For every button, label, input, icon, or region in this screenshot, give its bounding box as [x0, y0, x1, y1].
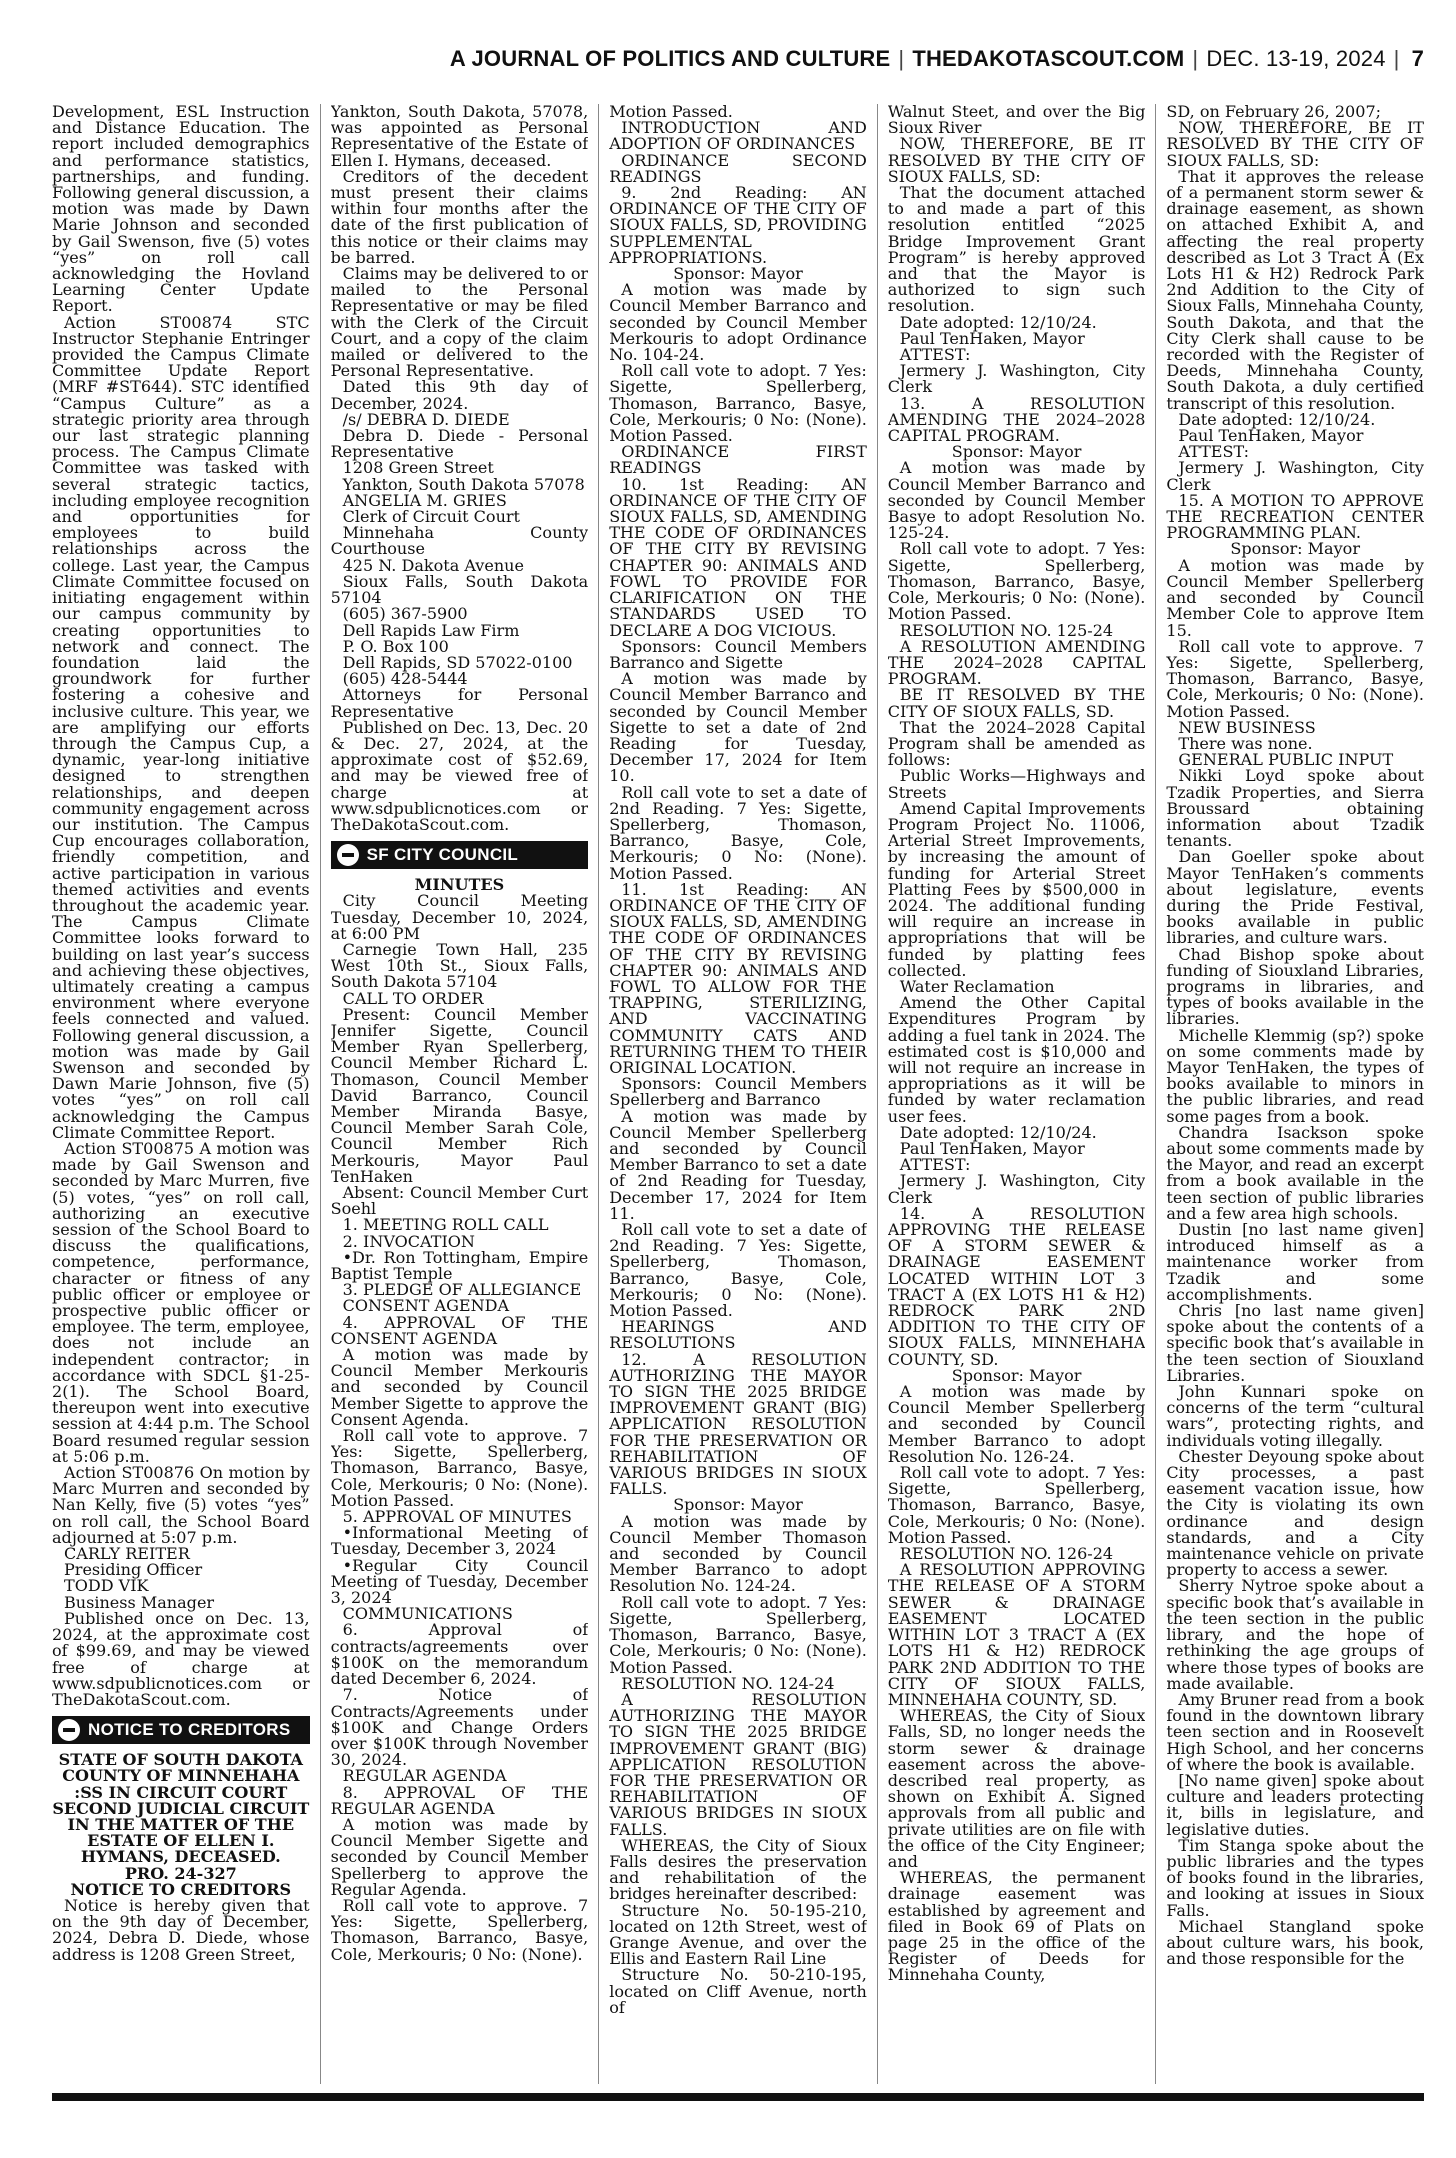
section-logo-icon: [337, 844, 359, 866]
notice-paragraph: Claims may be delivered to or mailed to the Personal Representative or may be filed with the Clerk of the Circuit Court, and a copy of the claim mailed or delivered to the Personal Representative.: [330, 264, 589, 381]
column-divider: [598, 104, 599, 2084]
notice-paragraph: Roll call vote to adopt. 7 Yes: Sigette, Spellerberg, Thomason, Barranco, Basye, Cole, Merkouris; 0 No: (None). Motion Passed.: [609, 361, 867, 446]
notice-paragraph: Michael Stangland spoke about culture wars, his book, and those responsible for the: [1166, 1916, 1424, 1969]
notice-paragraph: A motion was made by Council Member Barranco and seconded by Council Member Basye to adopt Resolution No. 125-24.: [887, 458, 1146, 543]
section-banner: [52, 1716, 310, 1744]
issue-dates: DEC. 13-19, 2024: [1206, 46, 1386, 71]
notice-paragraph: ATTEST:: [899, 1155, 971, 1175]
notice-paragraph: Debra D. Diede - Personal Representative: [330, 426, 589, 462]
notice-paragraph: Amend Capital Improvements Program Project No. 11006, Arterial Street Improvements, by increasing the amount of funding for Arterial Street Platting Fees by $500,000 in 2024. The additional funding will require an increase in appropriations that will be funded by platting fees collected.: [887, 798, 1146, 980]
notice-paragraph: Public Works—Highways and Streets: [887, 766, 1146, 802]
notice-paragraph: 9. 2nd Reading: AN ORDINANCE OF THE CITY OF SIOUX FALLS, SD, PROVIDING SUPPLEMENTAL APPROPRIATIONS.: [609, 183, 867, 267]
notice-paragraph: Dell Rapids Law Firm: [342, 620, 520, 640]
notice-paragraph: CONSENT AGENDA: [342, 1296, 510, 1316]
notice-paragraph: Roll call vote to approve. 7 Yes: Sigette, Spellerberg, Thomason, Barranco, Basye, Cole, Merkouris; 0 No: (None). Motion Passed.: [1166, 636, 1424, 721]
notice-paragraph: That it approves the release of a permanent storm sewer & drainage easement, as shown on attached Exhibit A, and affecting the real property described as Lot 3 Tract A (Ex Lots H1 & H2) Redrock Park 2nd Addition to the City of Sioux Falls, Minnehaha County, South Dakota, and that the City Clerk shall cause to be recorded with the Register of Deeds, Minnehaha County, South Dakota, a duly certified transcript of this resolution.: [1166, 166, 1424, 413]
notice-paragraph: Carnegie Town Hall, 235 West 10th St., Sioux Falls, South Dakota 57104: [330, 939, 589, 992]
notice-paragraph: Present: Council Member Jennifer Sigette, Council Member Ryan Spellerberg, Council Member Richard L. Thomason, Council Member David Barranco, Council Member Miranda Basye, Council Member Sarah Cole, Council Member Rich Merkouris, Mayor Paul TenHaken: [330, 1004, 589, 1186]
notice-paragraph: Development, ESL Instruction and Distance Education. The report included demographics and performance statistics, partnerships, and funding. Following general discussion, a motion was made by Dawn Marie Johnson and seconded by Gail Swenson, five (5) votes “yes” on roll call acknowledging the Hovland Learning Center Update Report.: [52, 104, 310, 316]
notice-paragraph: A motion was made by Council Member Barranco and seconded by Council Member Sigette to set a date of 2nd Reading for Tuesday, December 17, 2024 for Item 10.: [609, 669, 867, 786]
notice-paragraph: A motion was made by Council Member Merkouris and seconded by Council Member Sigette to approve the Consent Agenda.: [330, 1345, 589, 1429]
notice-paragraph: Roll call vote to approve. 7 Yes: Sigette, Spellerberg, Thomason, Barranco, Basye, Cole, Merkouris; 0 No: (None).: [330, 1895, 589, 1964]
notice-paragraph: RESOLUTION NO. 125-24: [899, 620, 1114, 640]
notice-paragraph: Amy Bruner read from a book found in the downtown library teen section and in Roosevelt High School, and her concerns of where the book is available.: [1166, 1689, 1424, 1774]
notice-paragraph: Presiding Officer: [64, 1560, 203, 1580]
notice-paragraph: 10. 1st Reading: AN ORDINANCE OF THE CITY OF SIOUX FALLS, SD, AMENDING THE CODE OF ORDINANCES OF THE CITY BY REVISING CHAPTER 90: ANIMALS AND FOWL TO PROVIDE FOR CLARIFICATION ON THE STANDARDS USED TO DECLARE A DOG VICIOUS.: [609, 474, 867, 640]
notice-paragraph: A motion was made by Council Member Spellerberg and seconded by Council Member Barranco to set a date of 2nd Reading for Tuesday, December 17, 2024 for Item 11.: [609, 1106, 867, 1223]
notice-paragraph: A motion was made by Council Member Sigette and seconded by Council Member Spellerberg to approve the Regular Agenda.: [330, 1814, 589, 1899]
notice-paragraph: 14. A RESOLUTION APPROVING THE RELEASE OF A STORM SEWER & DRAINAGE EASEMENT LOCATED WITHIN LOT 3 TRACT A (EX LOTS H1 & H2) REDROCK PARK 2ND ADDITION TO THE CITY OF SIOUX FALLS, MINNEHAHA COUNTY, SD.: [887, 1203, 1146, 1369]
notice-paragraph: 13. A RESOLUTION AMENDING THE 2024–2028 CAPITAL PROGRAM.: [887, 393, 1146, 446]
notice-paragraph: Clerk of Circuit Court: [342, 507, 521, 527]
notice-paragraph: CALL TO ORDER: [342, 988, 484, 1008]
notice-paragraph: SD, on February 26, 2007;: [1166, 104, 1382, 121]
notice-paragraph: Roll call vote to adopt. 7 Yes: Sigette, Spellerberg, Thomason, Barranco, Basye, Cole, Merkouris; 0 No: (None). Motion Passed.: [887, 539, 1146, 624]
notice-paragraph: A RESOLUTION AMENDING THE 2024–2028 CAPITAL PROGRAM.: [887, 636, 1146, 689]
notice-paragraph: Dell Rapids, SD 57022-0100: [342, 652, 573, 672]
notice-paragraph: Published on Dec. 13, Dec. 20 & Dec. 27, 2024, at the approximate cost of $52.69, and may be viewed free of charge at www.sdpublicnotices.com or TheDakotaScout.com.: [330, 717, 589, 834]
notice-paragraph: 7. Notice of Contracts/Agreements under $100K and Change Orders over $100K through November 30, 2024.: [330, 1685, 589, 1770]
notice-paragraph: A motion was made by Council Member Barranco and seconded by Council Member Merkouris to adopt Ordinance No. 104-24.: [609, 280, 867, 365]
notice-paragraph: Business Manager: [64, 1592, 215, 1612]
notice-paragraph: REGULAR AGENDA: [342, 1766, 507, 1786]
notice-paragraph: (605) 428-5444: [342, 669, 468, 689]
notice-paragraph: Paul TenHaken, Mayor: [899, 1139, 1085, 1158]
notice-paragraph: Attorneys for Personal Representative: [330, 685, 589, 721]
notice-paragraph: WHEREAS, the City of Sioux Falls desires the preservation and rehabilitation of the bridges hereinafter described:: [609, 1835, 867, 1904]
notice-paragraph: Action ST00875 A motion was made by Gail Swenson and seconded by Marc Murren, five (5) votes, “yes” on roll call, authorizing an executive session of the School Board to discuss the qualifications, competence, performance, character or fitness of any public officer or employee or prospective public officer or employee. The term, employee, does not include an independent contractor; in accordance with SDCL §1-25-2(1). The School Board, thereupon went into executive session at 4:44 p.m. The School Board resumed regular session at 5:06 p.m.: [52, 1139, 310, 1466]
column-1: [52, 104, 310, 2084]
notice-paragraph: Jermery J. Washington, City Clerk: [887, 361, 1146, 397]
notice-paragraph: BE IT RESOLVED BY THE CITY OF SIOUX FALLS, SD.: [887, 685, 1146, 721]
notice-paragraph: Sponsors: Council Members Spellerberg and Barranco: [609, 1074, 867, 1110]
notice-paragraph: A motion was made by Council Member Spellerberg and seconded by Council Member Barranco to adopt Resolution No. 126-24.: [887, 1382, 1146, 1466]
column-2: [331, 104, 589, 2084]
notice-paragraph: Nikki Loyd spoke about Tzadik Properties, and Sierra Broussard obtaining information about Tzadik tenants.: [1166, 766, 1424, 851]
notice-paragraph: A motion was made by Council Member Spellerberg and seconded by Council Member Cole to approve Item 15.: [1166, 555, 1424, 640]
notice-paragraph: A RESOLUTION AUTHORIZING THE MAYOR TO SIGN THE 2025 BRIDGE IMPROVEMENT GRANT (BIG) APPLICATION RESOLUTION FOR THE PRESERVATION OR REHABILITATION OF VARIOUS BRIDGES IN SIOUX FALLS.: [609, 1689, 867, 1839]
notice-paragraph: 2. INVOCATION: [342, 1231, 475, 1251]
notice-paragraph: NEW BUSINESS: [1178, 717, 1316, 737]
notice-paragraph: RESOLUTION NO. 126-24: [899, 1544, 1114, 1564]
notice-paragraph: Sponsor: Mayor: [951, 442, 1082, 462]
notice-paragraph: 425 N. Dakota Avenue: [342, 555, 524, 575]
article-columns: [52, 104, 1424, 2084]
notice-paragraph: 12. A RESOLUTION AUTHORIZING THE MAYOR TO SIGN THE 2025 BRIDGE IMPROVEMENT GRANT (BIG) APPLICATION RESOLUTION FOR THE PRESERVATION OR REHABILITATION OF VARIOUS BRIDGES IN SIOUX FALLS.: [609, 1349, 867, 1499]
notice-paragraph: ORDINANCE FIRST READINGS: [609, 442, 867, 478]
notice-paragraph: Published once on Dec. 13, 2024, at the approximate cost of $99.69, and may be viewed free of charge at www.sdpublicnotices.com or TheDakotaScout.com.: [52, 1608, 310, 1709]
notice-paragraph: Michelle Klemmig (sp?) spoke on some comments made by Mayor TenHaken, the types of books available to minors in the public libraries, and read some pages from a book.: [1166, 1025, 1424, 1126]
notice-paragraph: Date adopted: 12/10/24.: [899, 312, 1097, 332]
notice-paragraph: Roll call vote to adopt. 7 Yes: Sigette, Spellerberg, Thomason, Barranco, Basye, Cole, Merkouris; 0 No: (None). Motion Passed.: [887, 1463, 1146, 1547]
notice-paragraph: Sponsor: Mayor: [1230, 539, 1360, 559]
notice-paragraph: Water Reclamation: [899, 976, 1055, 996]
notice-paragraph: Sponsor: Mayor: [673, 264, 803, 284]
notice-paragraph: Motion Passed.: [609, 104, 733, 121]
notice-paragraph: Roll call vote to set a date of 2nd Reading. 7 Yes: Sigette, Spellerberg, Thomason, Barranco, Basye, Cole, Merkouris; 0 No: (None). Motion Passed.: [609, 782, 867, 883]
notice-paragraph: Roll call vote to adopt. 7 Yes: Sigette, Spellerberg, Thomason, Barranco, Basye, Cole, Merkouris; 0 No: (None). Motion Passed.: [609, 1592, 867, 1677]
notice-heading: NOTICE TO CREDITORS: [70, 1879, 292, 1899]
notice-paragraph: That the 2024–2028 Capital Program shall be amended as follows:: [887, 717, 1146, 770]
notice-paragraph: Dan Goeller spoke about Mayor TenHaken’s comments about legislature, events during the Pride Festival, books available in public libraries, and culture wars.: [1166, 847, 1424, 948]
notice-paragraph: Jermery J. Washington, City Clerk: [887, 1171, 1146, 1207]
notice-paragraph: John Kunnari spoke on concerns of the term “cultural wars”, protecting rights, and individuals voting illegally.: [1166, 1382, 1424, 1450]
masthead: [52, 46, 1424, 72]
notice-paragraph: WHEREAS, the City of Sioux Falls, SD, no longer needs the storm sewer & drainage easement across the above-described real property, as shown on Exhibit A. Signed approvals from all public and private utilities are on file with the office of the City Engineer; and: [887, 1706, 1146, 1871]
notice-paragraph: ORDINANCE SECOND READINGS: [609, 150, 867, 186]
column-divider: [877, 104, 878, 2084]
site-name: THEDAKOTASCOUT.COM: [912, 46, 1185, 71]
notice-paragraph: Action ST00874 STC Instructor Stephanie Entringer provided the Campus Climate Committee Update Report (MRF #ST644). STC identified “Campus Culture” as a strategic priority area through our last strategic planning process. The Campus Climate Committee was tasked with several strategic tactics, including employee recognition and opportunities for employees to build relationships across the college. Last year, the Campus Climate Committee focused on initiating engagement within our campus community by creating opportunities to network and connect. The foundation laid the groundwork for further fostering a cohesive and inclusive culture. This year, we are amplifying our efforts through the Campus Cup, a dynamic, year-long initiative designed to strengthen relationships, and deepen community engagement across our institution. The Campus Cup encourages collaboration, friendly competition, and active participation in various themed activities and events throughout the academic year. The Campus Climate Committee looks forward to building on last year’s success and achieving these objectives, ultimately creating a campus environment where everyone feels connected and valued. Following general discussion, a motion was made by Gail Swenson and seconded by Dawn Marie Johnson, five (5) votes “yes” on roll call acknowledging the Campus Climate Committee Report.: [52, 312, 310, 1142]
notice-paragraph: That the document attached to and made a part of this resolution entitled “2025 Bridge Improvement Grant Program” is hereby approved and that the Mayor is authorized to sign such resolution.: [887, 183, 1146, 316]
notice-paragraph: There was none.: [1178, 733, 1313, 753]
section-banner-label: SF CITY COUNCIL: [366, 845, 519, 865]
notice-paragraph: Paul TenHaken, Mayor: [1178, 426, 1364, 446]
notice-paragraph: Paul TenHaken, Mayor: [899, 328, 1085, 348]
notice-paragraph: Yankton, South Dakota 57078: [342, 474, 585, 494]
notice-paragraph: 8. APPROVAL OF THE REGULAR AGENDA: [330, 1782, 589, 1818]
notice-paragraph: Date adopted: 12/10/24.: [1178, 409, 1376, 429]
notice-paragraph: Chad Bishop spoke about funding of Siouxland Libraries, programs in libraries, and types of books available in the libraries.: [1166, 944, 1424, 1029]
notice-heading: PRO. 24-327: [124, 1863, 237, 1883]
notice-paragraph: Chandra Isackson spoke about some comments made by the Mayor, and read an excerpt from a book available in the teen section of public libraries and a few area high schools.: [1166, 1122, 1424, 1223]
section-banner: [331, 841, 589, 869]
notice-paragraph: Dated this 9th day of December, 2024.: [330, 377, 589, 413]
notice-paragraph: Sponsor: Mayor: [673, 1495, 803, 1515]
notice-paragraph: Roll call vote to approve. 7 Yes: Sigette, Spellerberg, Thomason, Barranco, Basye, Cole, Merkouris; 0 No: (None). Motion Passed.: [330, 1426, 589, 1510]
notice-paragraph: 5. APPROVAL OF MINUTES: [342, 1507, 572, 1527]
masthead-separator: |: [1192, 46, 1199, 71]
notice-paragraph: Date adopted: 12/10/24.: [899, 1122, 1097, 1142]
notice-paragraph: Sioux Falls, South Dakota 57104: [330, 571, 589, 608]
notice-paragraph: Tim Stanga spoke about the public libraries and the types of books found in the libraries, and looking at issues in Sioux Falls.: [1166, 1835, 1424, 1920]
notice-paragraph: INTRODUCTION AND ADOPTION OF ORDINANCES: [609, 118, 867, 154]
notice-paragraph: /s/ DEBRA D. DIEDE: [342, 409, 510, 429]
notice-paragraph: RESOLUTION NO. 124-24: [621, 1673, 835, 1693]
bottom-rule: [52, 2093, 1424, 2101]
notice-paragraph: A RESOLUTION APPROVING THE RELEASE OF A STORM SEWER & DRAINAGE EASEMENT LOCATED WITHIN LOT 3 TRACT A (EX LOTS H1 & H2) REDROCK PARK 2ND ADDITION TO THE CITY OF SIOUX FALLS, MINNEHAHA COUNTY, SD.: [887, 1560, 1146, 1709]
notice-paragraph: Chester Deyoung spoke about City processes, a past easement vacation issue, how the City is violating its own ordinance and design standards, and a City maintenance vehicle on private property to access a sewer.: [1166, 1446, 1424, 1580]
notice-paragraph: Sherry Nytroe spoke about a specific book that’s available in the teen section in the public library, and the hope of rethinking the age groups of where those types of books are made available.: [1166, 1576, 1424, 1693]
notice-paragraph: Structure No. 50-195-210, located on 12th Street, west of Grange Avenue, and over the Ellis and Eastern Rail Line: [609, 1900, 867, 1969]
section-banner-label: NOTICE TO CREDITORS: [88, 1720, 291, 1739]
notice-paragraph: Notice is hereby given that on the 9th day of December, 2024, Debra D. Diede, whose address is 1208 Green Street,: [52, 1895, 310, 1964]
notice-paragraph: P. O. Box 100: [342, 636, 449, 656]
notice-paragraph: Walnut Steet, and over the Big Sioux River: [887, 104, 1146, 138]
notice-paragraph: •Dr. Ron Tottingham, Empire Baptist Temple: [330, 1247, 589, 1284]
notice-paragraph: ATTEST:: [899, 345, 971, 365]
notice-paragraph: GENERAL PUBLIC INPUT: [1178, 750, 1394, 770]
notice-paragraph: Minnehaha County Courthouse: [330, 523, 589, 559]
page-number: 7: [1411, 46, 1424, 71]
notice-paragraph: Jermery J. Washington, City Clerk: [1166, 458, 1424, 494]
notice-paragraph: Sponsor: Mayor: [951, 1365, 1082, 1385]
notice-paragraph: (605) 367-5900: [342, 604, 468, 624]
notice-paragraph: Action ST00876 On motion by Marc Murren and seconded by Nan Kelly, five (5) votes “yes” on roll call, the School Board adjourned at 5:07 p.m.: [52, 1463, 310, 1547]
notice-paragraph: •Regular City Council Meeting of Tuesday, December 3, 2024: [330, 1555, 589, 1608]
column-5: [1166, 104, 1424, 2084]
column-3: [609, 104, 867, 2084]
section-logo-icon: [58, 1719, 80, 1741]
masthead-separator: |: [1393, 46, 1400, 71]
notice-paragraph: 1208 Green Street: [342, 458, 494, 478]
notice-paragraph: WHEREAS, the permanent drainage easement was established by agreement and filed in Book 69 of Plats on page 25 in the office of the Register of Deeds for Minnehaha County,: [887, 1868, 1146, 1985]
notice-paragraph: HEARINGS AND RESOLUTIONS: [609, 1317, 867, 1353]
notice-paragraph: NOW, THEREFORE, BE IT RESOLVED BY THE CITY OF SIOUX FALLS, SD:: [1166, 118, 1424, 170]
notice-paragraph: ATTEST:: [1178, 442, 1249, 462]
notice-paragraph: Roll call vote to set a date of 2nd Reading. 7 Yes: Sigette, Spellerberg, Thomason, Barranco, Basye, Cole, Merkouris; 0 No: (None). Motion Passed.: [609, 1220, 867, 1321]
notice-paragraph: 4. APPROVAL OF THE CONSENT AGENDA: [330, 1312, 589, 1348]
notice-paragraph: •Informational Meeting of Tuesday, December 3, 2024: [330, 1523, 589, 1559]
notice-paragraph: COMMUNICATIONS: [342, 1604, 513, 1624]
column-divider: [1155, 104, 1156, 2084]
column-divider: [320, 104, 321, 2084]
notice-paragraph: 6. Approval of contracts/agreements over $100K on the memorandum dated December 6, 2024.: [330, 1620, 589, 1689]
notice-paragraph: [No name given] spoke about culture and leaders protecting it, bills in legislature, and legislative duties.: [1166, 1770, 1424, 1839]
notice-paragraph: A motion was made by Council Member Thomason and seconded by Council Member Barranco to adopt Resolution No. 124-24.: [609, 1511, 867, 1596]
notice-paragraph: 3. PLEDGE OF ALLEGIANCE: [342, 1280, 582, 1300]
notice-paragraph: ANGELIA M. GRIES: [342, 490, 507, 510]
journal-tagline: A JOURNAL OF POLITICS AND CULTURE: [449, 46, 891, 71]
notice-paragraph: 11. 1st Reading: AN ORDINANCE OF THE CITY OF SIOUX FALLS, SD, AMENDING THE CODE OF ORDINANCES OF THE CITY BY REVISING CHAPTER 90: ANIMALS AND FOWL TO ALLOW FOR THE TRAPPING, STERILIZING, AND VACCINATING COMMUNITY CATS AND RETURNING THEM TO THEIR ORIGINAL LOCATION.: [609, 879, 867, 1077]
masthead-separator: |: [898, 46, 905, 71]
notice-paragraph: Chris [no last name given] spoke about the contents of a specific book that’s available in the teen section of Siouxland Libraries.: [1166, 1301, 1424, 1385]
notice-paragraph: Creditors of the decedent must present their claims within four months after the date of the first publication of this notice or their claims may be barred.: [330, 166, 589, 267]
notice-heading: MINUTES: [414, 875, 505, 895]
notice-paragraph: Structure No. 50-210-195, located on Cliff Avenue, north of: [609, 1965, 867, 2017]
notice-paragraph: City Council Meeting Tuesday, December 10, 2024, at 6:00 PM: [330, 891, 589, 943]
notice-paragraph: TODD VIK: [64, 1576, 149, 1596]
notice-paragraph: Sponsors: Council Members Barranco and Sigette: [609, 636, 867, 672]
notice-heading: STATE OF SOUTH DAKOTA COUNTY OF MINNEHAHA :SS IN CIRCUIT COURT SECOND JUDICIAL CIRCUIT IN THE MATTER OF THE ESTATE OF ELLEN I. HYMANS, DECEASED.: [52, 1750, 310, 1867]
notice-paragraph: 1. MEETING ROLL CALL: [342, 1215, 549, 1235]
notice-paragraph: Absent: Council Member Curt Soehl: [330, 1183, 589, 1219]
notice-paragraph: CARLY REITER: [64, 1544, 190, 1564]
notice-paragraph: 15. A MOTION TO APPROVE THE RECREATION CENTER PROGRAMMING PLAN.: [1166, 490, 1424, 543]
notice-paragraph: Dustin [no last name given] introduced himself as a maintenance worker from Tzadik and some accomplishments.: [1166, 1220, 1424, 1304]
notice-paragraph: Yankton, South Dakota, 57078, was appointed as Personal Representative of the Estate of Ellen I. Hymans, deceased.: [330, 104, 589, 170]
notice-paragraph: Amend the Other Capital Expenditures Program by adding a fuel tank in 2024. The estimated cost is $10,000 and will not require an increase in appropriations as it will be funded by water reclamation user fees.: [887, 993, 1146, 1126]
notice-paragraph: NOW, THEREFORE, BE IT RESOLVED BY THE CITY OF SIOUX FALLS, SD:: [887, 134, 1146, 186]
column-4: [888, 104, 1146, 2084]
